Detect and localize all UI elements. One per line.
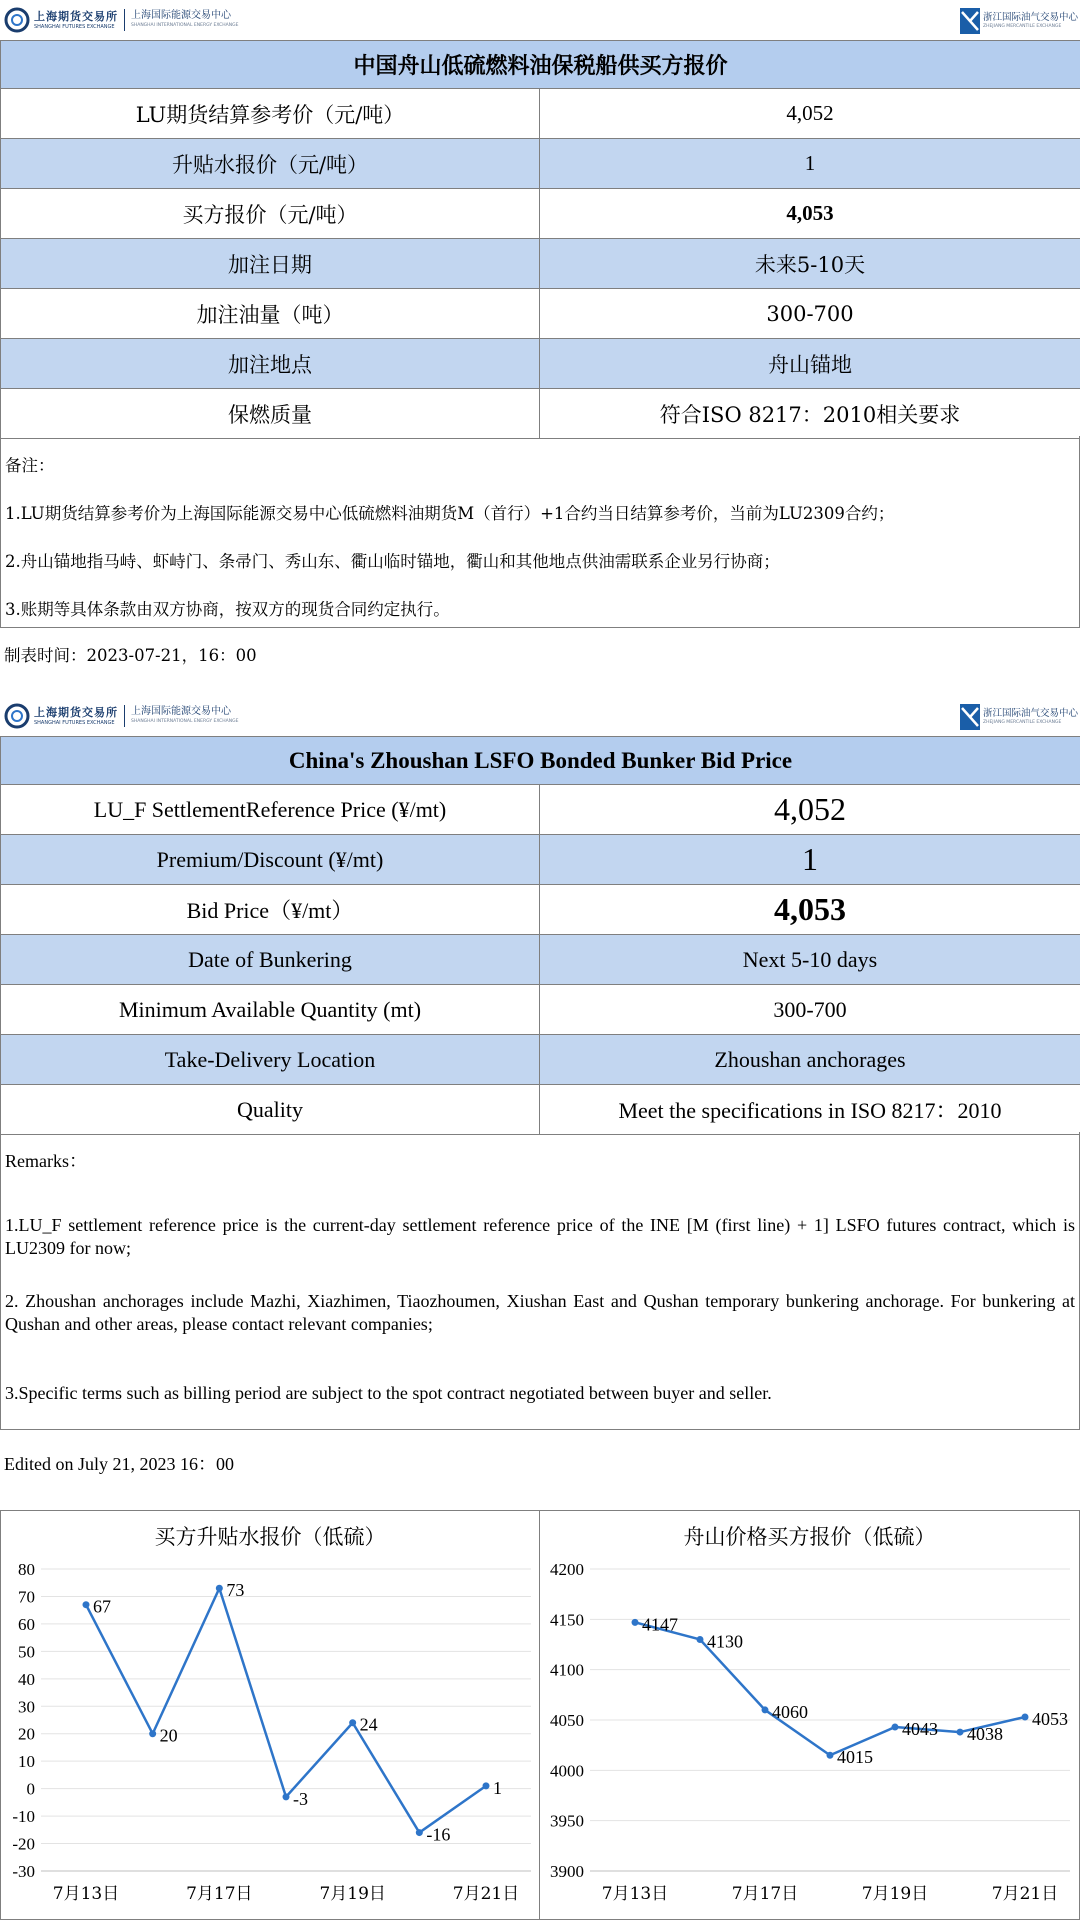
y-tick-label: 30 [18,1697,35,1717]
zme-name: 浙江国际油气交易中心 [982,707,1078,719]
y-tick-label: 4100 [550,1660,584,1680]
logo-divider [124,705,125,727]
remarks-title: 备注： [5,456,55,475]
data-label: 4015 [837,1747,873,1768]
x-tick-label: 7月21日 [452,1884,520,1904]
exchange-logos [4,6,238,34]
row-value: 4,052 [540,89,1080,139]
row-label: 加注地点 [1,339,540,389]
logo-bar [0,696,1080,736]
exchange-logos [4,702,238,730]
y-tick-label: 20 [18,1724,35,1744]
data-label: -16 [426,1824,451,1845]
cn-quote-table [0,40,1080,439]
sfe-en-name: SHANGHAI FUTURES EXCHANGE [34,23,115,30]
zme-logo [960,704,1078,730]
row-value: 1 [540,835,1080,885]
row-label: 买方报价（元/吨） [1,189,540,239]
zme-en-name: ZHEJIANG MERCANTILE EXCHANGE [982,720,1062,725]
premium-chart [0,1510,540,1920]
row-value: Next 5-10 days [540,935,1080,985]
row-label: Premium/Discount (¥/mt) [1,835,540,885]
ine-name: 上海国际能源交易中心 [131,706,231,718]
chart-title: 买方升贴水报价（低硫） [154,1525,386,1549]
row-value: 符合ISO 8217：2010相关要求 [540,389,1080,439]
y-tick-label: 0 [26,1779,35,1799]
row-label: Bid Price（¥/mt） [1,885,540,935]
row-label: LU_F SettlementReference Price (¥/mt) [1,785,540,835]
en-row-reference-price [1,785,1080,835]
x-tick-label: 7月17日 [186,1884,253,1904]
y-tick-label: -10 [12,1807,35,1827]
cn-row-location [1,339,1080,389]
en-table-title: China's Zhoushan LSFO Bonded Bunker Bid Price [1,737,1080,785]
data-label: 73 [226,1580,245,1601]
y-tick-label: 80 [18,1560,35,1579]
en-edited-time: Edited on July 21, 2023 16：00 [4,1454,234,1474]
y-tick-label: 4150 [550,1610,584,1630]
en-row-quantity [1,985,1080,1035]
data-point [892,1724,899,1731]
chart-title: 舟山价格买方报价（低硫） [683,1525,936,1549]
x-tick-label: 7月13日 [52,1884,120,1904]
remark-item: 3.Specific terms such as billing period are subject to the spot contract negotiated between buyer and seller. [5,1383,772,1403]
row-value: 300-700 [540,985,1080,1035]
row-value: Meet the specifications in ISO 8217：2010 [540,1085,1080,1135]
x-tick-label: 7月19日 [319,1884,386,1904]
remark-item: 2.舟山锚地指马峙、虾峙门、条帚门、秀山东、衢山临时锚地，衢山和其他地点供油需联系企业另行协商； [5,552,780,571]
premium-chart-plot [1,1511,539,1919]
zme-logo-icon [960,8,980,34]
data-point [149,1730,156,1737]
y-tick-label: -20 [12,1834,35,1854]
row-value: 4,053 [540,189,1080,239]
data-label: 24 [359,1714,378,1735]
row-label: Take-Delivery Location [1,1035,540,1085]
data-label: 4053 [1032,1708,1068,1729]
logo-divider [124,9,125,31]
en-row-date [1,935,1080,985]
data-label: 4038 [967,1724,1003,1745]
data-label: 4130 [707,1631,743,1652]
x-tick-label: 7月13日 [601,1884,669,1904]
row-label: 加注日期 [1,239,540,289]
cn-row-date [1,239,1080,289]
data-label: -3 [293,1788,308,1809]
y-tick-label: 40 [18,1669,35,1689]
logo-bar [0,0,1080,40]
remark-item: 1.LU_F settlement reference price is the current-day settlement reference price of the INE [M (first line) + 1] LSFO futures contract, which is LU2309 for now; [5,1215,1075,1258]
sfe-name: 上海期货交易所 [34,9,118,23]
zme-en-name: ZHEJIANG MERCANTILE EXCHANGE [982,24,1062,29]
data-point [416,1829,423,1836]
cn-edited-time: 制表时间：2023-07-21，16：00 [4,646,257,665]
y-tick-label: 4000 [550,1761,584,1781]
zme-name: 浙江国际油气交易中心 [982,11,1078,23]
row-value: 1 [540,139,1080,189]
row-value: 300-700 [540,289,1080,339]
cn-row-premium [1,139,1080,189]
price-chart [539,1510,1080,1920]
x-tick-label: 7月21日 [991,1884,1059,1904]
cn-remarks [0,436,1080,628]
sfe-en-name: SHANGHAI FUTURES EXCHANGE [34,719,115,726]
en-row-bid-price [1,885,1080,935]
data-point [83,1601,90,1608]
data-point [216,1585,223,1592]
data-point [957,1729,964,1736]
en-quote-table [0,736,1080,1135]
sfe-logo-icon [4,7,30,33]
en-remarks [0,1132,1080,1430]
data-point [762,1706,769,1713]
data-label: 4147 [642,1614,678,1635]
row-label: 保燃质量 [1,389,540,439]
remark-item: 2. Zhoushan anchorages include Mazhi, Xiazhimen, Tiaozhoumen, Xiushan East and Qushan temporary bunkering anchorage. For bunkering at Qushan and other areas, please contact relevant companies; [5,1291,1075,1334]
y-tick-label: 4200 [550,1560,584,1579]
remark-item: 1.LU期货结算参考价为上海国际能源交易中心低硫燃料油期货M（首行）+1合约当日结算参考价，当前为LU2309合约； [5,504,895,523]
ine-en-name: SHANGHAI INTERNATIONAL ENERGY EXCHANGE [131,719,239,725]
data-point [697,1636,704,1643]
data-point [349,1719,356,1726]
data-label: 1 [493,1777,502,1798]
ine-en-name: SHANGHAI INTERNATIONAL ENERGY EXCHANGE [131,23,239,29]
row-label: Minimum Available Quantity (mt) [1,985,540,1035]
y-tick-label: 70 [18,1587,35,1607]
price-chart-plot [540,1511,1079,1919]
cn-row-reference-price [1,89,1080,139]
sfe-name: 上海期货交易所 [34,705,118,719]
row-value: 4,053 [540,885,1080,935]
ine-name: 上海国际能源交易中心 [131,10,231,22]
data-point [483,1782,490,1789]
row-value: 舟山锚地 [540,339,1080,389]
remarks-title: Remarks： [5,1151,87,1171]
data-label: 4043 [902,1719,938,1740]
data-point [1022,1713,1029,1720]
data-point [283,1793,290,1800]
x-tick-label: 7月17日 [731,1884,799,1904]
data-point [632,1619,639,1626]
y-tick-label: 4050 [550,1711,584,1730]
en-row-location [1,1035,1080,1085]
row-value: Zhoushan anchorages [540,1035,1080,1085]
x-tick-label: 7月19日 [861,1884,929,1904]
y-tick-label: -30 [12,1862,35,1881]
row-value: 未来5-10天 [540,239,1080,289]
y-tick-label: 50 [18,1642,35,1662]
y-tick-label: 3900 [550,1862,584,1881]
y-tick-label: 60 [18,1614,35,1634]
row-label: 升贴水报价（元/吨） [1,139,540,189]
cn-row-quality [1,389,1080,439]
data-label: 20 [159,1725,178,1746]
row-label: Date of Bunkering [1,935,540,985]
data-point [827,1752,834,1759]
zme-logo [960,8,1078,34]
data-label: 67 [93,1596,111,1617]
row-label: 加注油量（吨） [1,289,540,339]
y-tick-label: 10 [18,1752,35,1772]
row-value: 4,052 [540,785,1080,835]
sfe-logo-icon [4,703,30,729]
data-label: 4060 [772,1701,808,1722]
zme-logo-icon [960,704,980,730]
remark-item: 3.账期等具体条款由双方协商，按双方的现货合同约定执行。 [5,600,450,619]
en-row-premium [1,835,1080,885]
cn-row-bid-price [1,189,1080,239]
cn-table-title: 中国舟山低硫燃料油保税船供买方报价 [1,41,1080,89]
en-row-quality [1,1085,1080,1135]
y-tick-label: 3950 [550,1811,584,1831]
row-label: LU期货结算参考价（元/吨） [1,89,540,139]
cn-row-quantity [1,289,1080,339]
row-label: Quality [1,1085,540,1135]
